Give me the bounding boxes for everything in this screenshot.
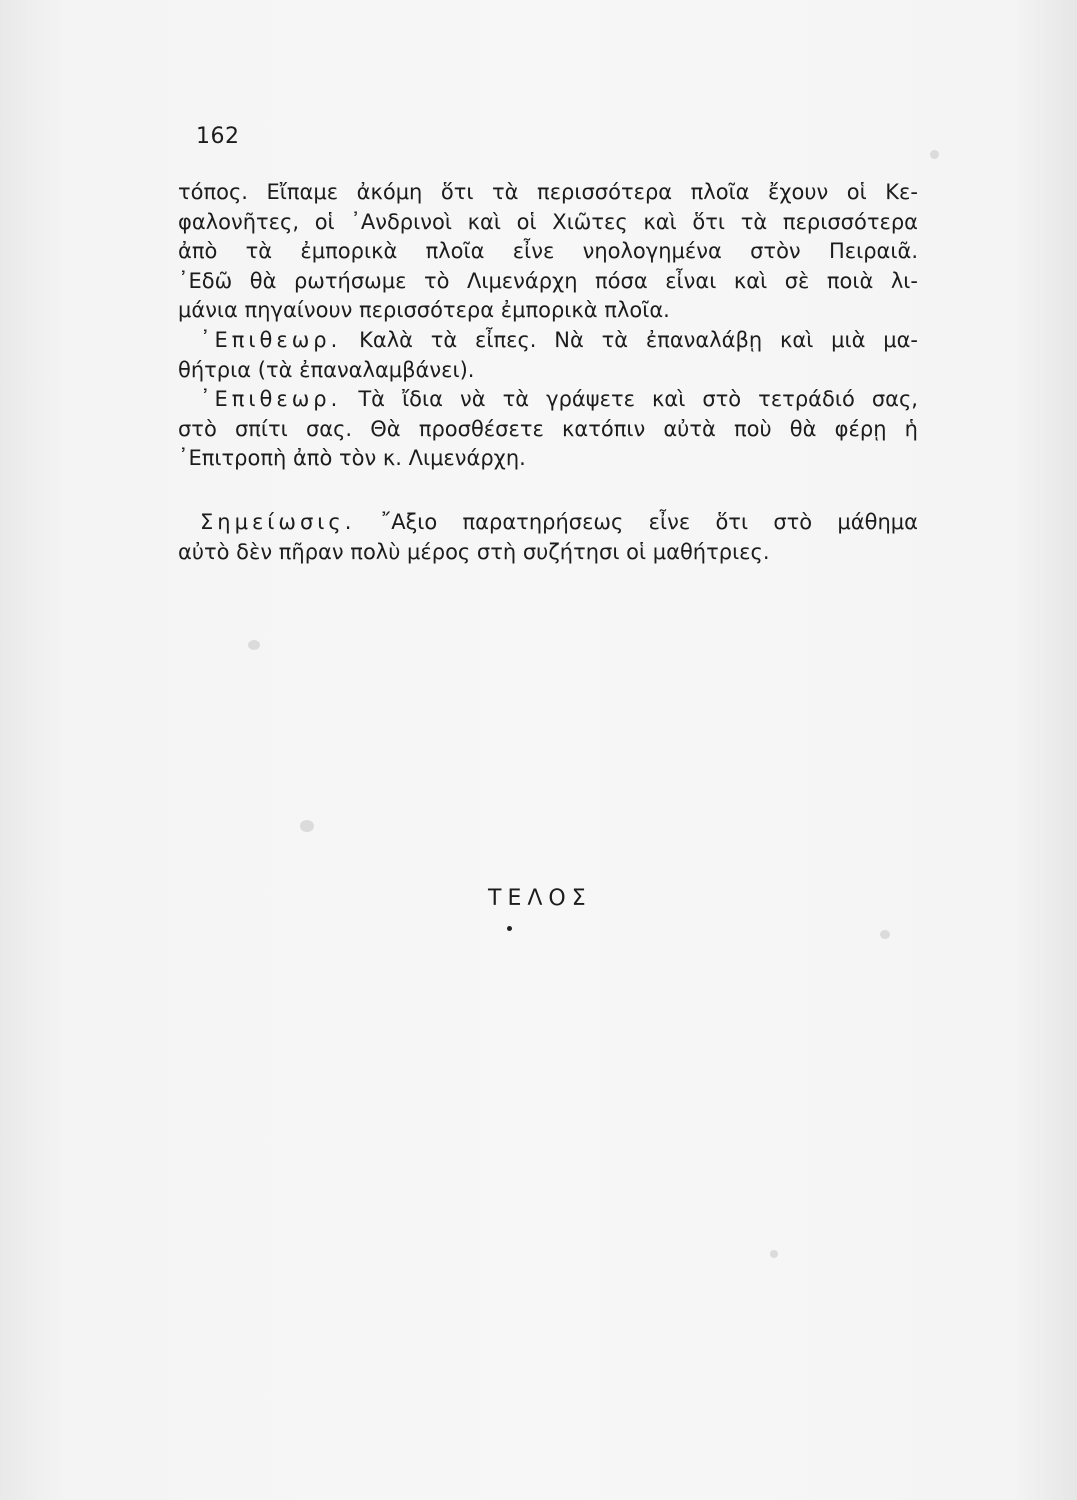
line-text: τόπος. Εἴπαμε ἀκόμη ὅτι τὰ περισσότερα πλοῖα ἔχουν οἱ Κε- xyxy=(178,180,918,204)
speaker-label: ᾽Επιθεωρ. xyxy=(200,387,342,412)
paper-speck xyxy=(930,150,939,159)
text-line xyxy=(178,208,918,238)
line-text: φαλονῆτες, οἱ ᾽Ανδρινοὶ καὶ οἱ Χιῶτες καὶ ὅτι τὰ περισσότερα xyxy=(178,209,918,234)
ornament-dot xyxy=(507,926,512,931)
text-line xyxy=(178,385,918,415)
line-text: ᾽Επιτροπὴ ἀπὸ τὸν κ. Λιμενάρχη. xyxy=(178,446,526,471)
line-text: αὐτὸ δὲν πῆραν πολὺ μέρος στὴ συζήτησι οἱ μαθήτριες. xyxy=(178,539,770,564)
text-line xyxy=(178,267,918,297)
line-text: στὸ σπίτι σας. Θὰ προσθέσετε κατόπιν αὐτὰ ποὺ θὰ φέρῃ ἡ xyxy=(178,416,918,441)
text-line xyxy=(178,237,918,267)
line-text: Καλὰ τὰ εἶπες. Νὰ τὰ ἐπαναλάβῃ καὶ μιὰ μα- xyxy=(359,327,918,352)
speaker-label: Σημείωσις. xyxy=(200,509,356,534)
the-end-heading: ΤΕΛΟΣ xyxy=(488,886,592,911)
line-text: θήτρια (τὰ ἐπαναλαμβάνει). xyxy=(178,357,475,382)
text-line xyxy=(178,326,918,356)
text-line xyxy=(178,508,918,538)
paper-speck xyxy=(300,820,314,832)
text-line xyxy=(178,444,918,474)
page-number: 162 xyxy=(196,124,240,149)
paper-speck xyxy=(770,1250,778,1258)
line-text: ἀπὸ τὰ ἐμπορικὰ πλοῖα εἶνε νηολογημένα στὸν Πειραιᾶ. xyxy=(178,239,918,264)
text-line xyxy=(178,356,918,386)
paragraph-gap xyxy=(178,474,918,508)
text-line xyxy=(178,296,918,326)
text-line xyxy=(178,178,918,208)
line-text: ῎Αξιο παρατηρήσεως εἶνε ὅτι στὸ μάθημα xyxy=(380,509,918,534)
paper-speck xyxy=(880,930,890,939)
line-text: Τὰ ἴδια νὰ τὰ γράψετε καὶ στὸ τετράδιό σας, xyxy=(358,387,918,412)
speaker-label: ᾽Επιθεωρ. xyxy=(200,327,342,352)
line-text: ᾽Εδῶ θὰ ρωτήσωμε τὸ Λιμενάρχη πόσα εἶναι καὶ σὲ ποιὰ λι- xyxy=(178,268,918,293)
paper-speck xyxy=(248,640,260,650)
body-text xyxy=(178,178,918,567)
text-line xyxy=(178,415,918,445)
text-line xyxy=(178,538,918,568)
line-text: μάνια πηγαίνουν περισσότερα ἐμπορικὰ πλοῖα. xyxy=(178,298,670,323)
